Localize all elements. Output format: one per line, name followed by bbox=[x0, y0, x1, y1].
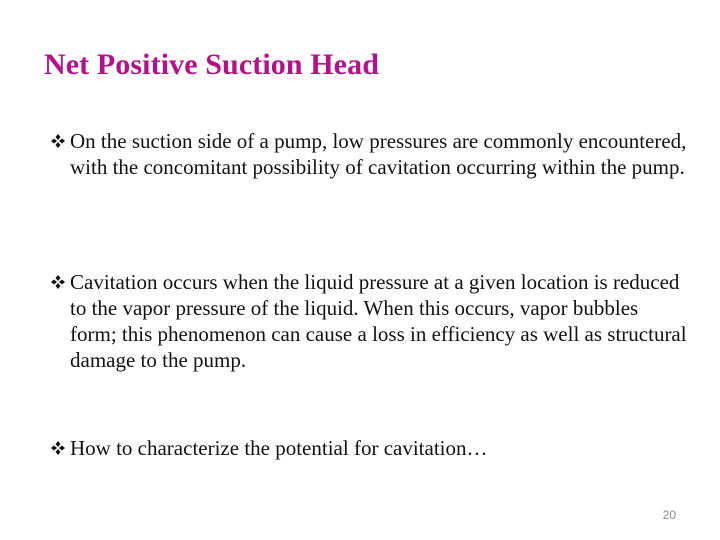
page-number: 20 bbox=[662, 508, 676, 522]
bullet-item bbox=[50, 128, 690, 180]
bullet-text: How to characterize the potential for cavitation… bbox=[70, 436, 488, 460]
diamond-quad-bullet-icon bbox=[50, 133, 66, 149]
diamond-quad-bullet-icon bbox=[50, 440, 66, 456]
slide-title: Net Positive Suction Head bbox=[44, 48, 379, 81]
bullet-item bbox=[50, 269, 690, 373]
diamond-quad-bullet-icon bbox=[50, 274, 66, 290]
bullet-item bbox=[50, 435, 690, 461]
bullet-text: On the suction side of a pump, low pressures are commonly encountered, with the concomitant possibility of cavitation occurring within the pump. bbox=[70, 129, 687, 179]
bullet-text: Cavitation occurs when the liquid pressure at a given location is reduced to the vapor pressure of the liquid. When this occurs, vapor bubbles form; this phenomenon can cause a loss in efficiency as well as structural damage to the pump. bbox=[70, 270, 687, 372]
